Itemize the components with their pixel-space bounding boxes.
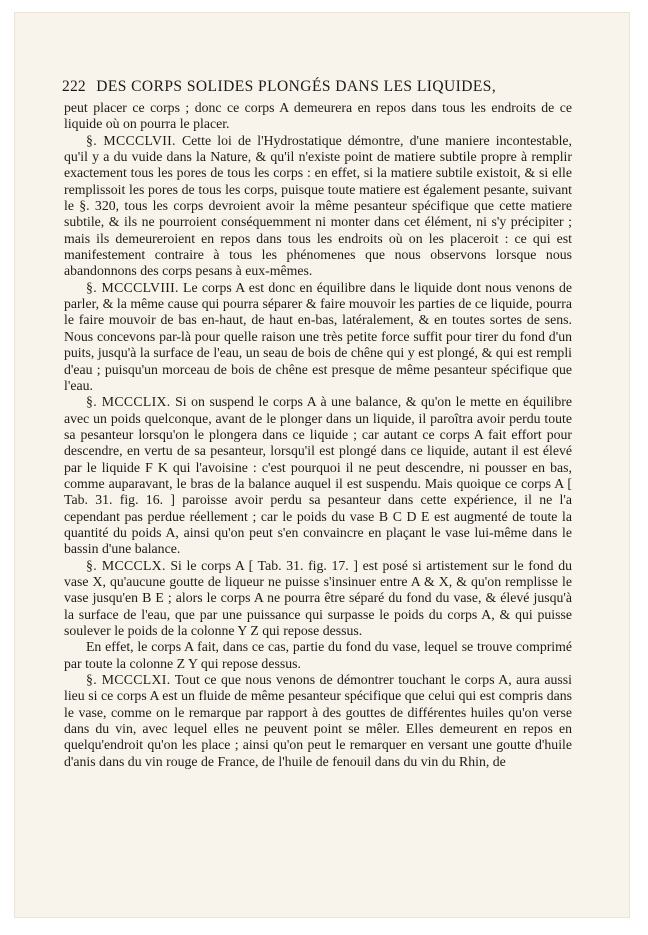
paragraph-1360	[64, 558, 572, 640]
section-number: §. MCCCLVIII.	[86, 279, 179, 295]
paragraph-text: Tout ce que nous venons de démontrer touchant le corps A, aura aussi lieu si ce corps A est un fluide de même pesanteur spécifique que celui qui est compris dans le vase, comme on le remarque par rapport à des gouttes de différentes huiles qu'on verse dans du vin, avec lequel elles ne peuvent point se mêler. Elles demeurent en repos en quelqu'endroit qu'on les place ; ainsi qu'on peut le remarquer en versant une goutte d'huile d'anis dans du vin rouge de France, de l'huile de fenouil dans du vin du Rhin, de	[64, 672, 573, 769]
section-number: §. MCCCLXI.	[86, 672, 171, 688]
paragraph-text: En effet, le corps A fait, dans ce cas, partie du fond du vase, lequel se trouve comprimé par toute la colonne Z Y qui repose dessus.	[64, 639, 572, 671]
running-title: DES CORPS SOLIDES PLONGÉS DANS LES LIQUIDES,	[96, 78, 497, 95]
page-number: 222	[62, 78, 86, 95]
paragraph-text: Si le corps A [ Tab. 31. fig. 17. ] est posé si artistement sur le fond du vase X, qu'aucune goutte de liqueur ne puisse s'insinuer entre A & X, & qu'on remplisse le vase jusqu'en B E ; alors le corps A ne pourra être séparé du fond du vase, & élevé jusqu'à la surface de l'eau, que par une puissance qui surpasse le poids du corps A, & qui puisse soulever le poids de la colonne Y Z qui repose dessus.	[64, 557, 573, 638]
paragraph-1359	[64, 394, 572, 557]
paragraph-1357	[64, 133, 572, 280]
paragraph-1360-continued	[64, 639, 572, 672]
paragraph-text: Le corps A est donc en équilibre dans le liquide dont nous venons de parler, & la même cause qui pourra séparer & faire mouvoir les parties de ce liquide, pourra le faire mouvoir de bas en-haut, de haut en-bas, latéralement, & en toutes sortes de sens. Nous concevons par-là pour quelle raison une très petite force suffit pour tirer du fond d'un puits, jusqu'à la surface de l'eau, un seau de bois de chêne qui y est plongé, & qui est rempli d'eau ; puisqu'un morceau de bois de chêne est presque de même pesanteur spécifique que l'eau.	[64, 279, 572, 393]
section-number: §. MCCCLIX.	[86, 394, 171, 410]
body-text	[64, 100, 572, 770]
section-number: §. MCCCLX.	[86, 557, 166, 573]
book-page	[14, 12, 630, 918]
paragraph-text: Cette loi de l'Hydrostatique démontre, d'une maniere incontestable, qu'il y a du vuide dans la Nature, & qu'il n'existe point de matiere subtile propre à remplir exactement tous les pores de tous les corps : en effet, si la matiere subtile existoit, & si elle remplissoit les pores de tous les corps, puisque toute matiere est également pesante, suivant le §. 320, tous les corps devroient avoir la même pesanteur spécifique que cette matiere subtile, & ils ne pourroient conséquemment ni monter dans cet élément, ni s'y précipiter ; mais ils demeureroient en repos dans tous les endroits où on les placeroit : ce qui est manifestement contraire à tous les phénomenes que nous observons lorsque nous abandonnons des corps pesans à eux-mêmes.	[64, 132, 572, 279]
paragraph-text: peut placer ce corps ; donc ce corps A demeurera en repos dans tous les endroits de ce liquide où on pourra le placer.	[64, 100, 572, 132]
paragraph-1358	[64, 280, 572, 394]
paragraph-continuation	[64, 100, 572, 133]
paragraph-1361	[64, 672, 572, 770]
running-header	[62, 78, 556, 96]
paragraph-text: Si on suspend le corps A à une balance, & qu'on le mette en équilibre avec un poids quelconque, avant de le plonger dans un liquide, il paroîtra avoir perdu toute sa pesanteur lorsqu'on le plongera dans ce liquide ; car autant ce corps A fait effort pour descendre, en vertu de sa pesanteur, lorsqu'il est plongé dans ce liquide, autant il est élevé par le liquide F K qui l'avoisine : c'est pourquoi il ne peut descendre, ni pousser en bas, comme auparavant, le bras de la balance auquel il est suspendu. Mais quoique ce corps A [ Tab. 31. fig. 16. ] paroisse avoir perdu sa pesanteur dans cette expérience, il ne l'a cependant pas perdue réellement ; car le poids du vase B C D E est augmenté de toute la quantité du poids A, ainsi qu'on peut s'en convaincre en plaçant le vase lui-même dans le bassin d'une balance.	[64, 394, 572, 557]
section-number: §. MCCCLVII.	[86, 132, 176, 148]
